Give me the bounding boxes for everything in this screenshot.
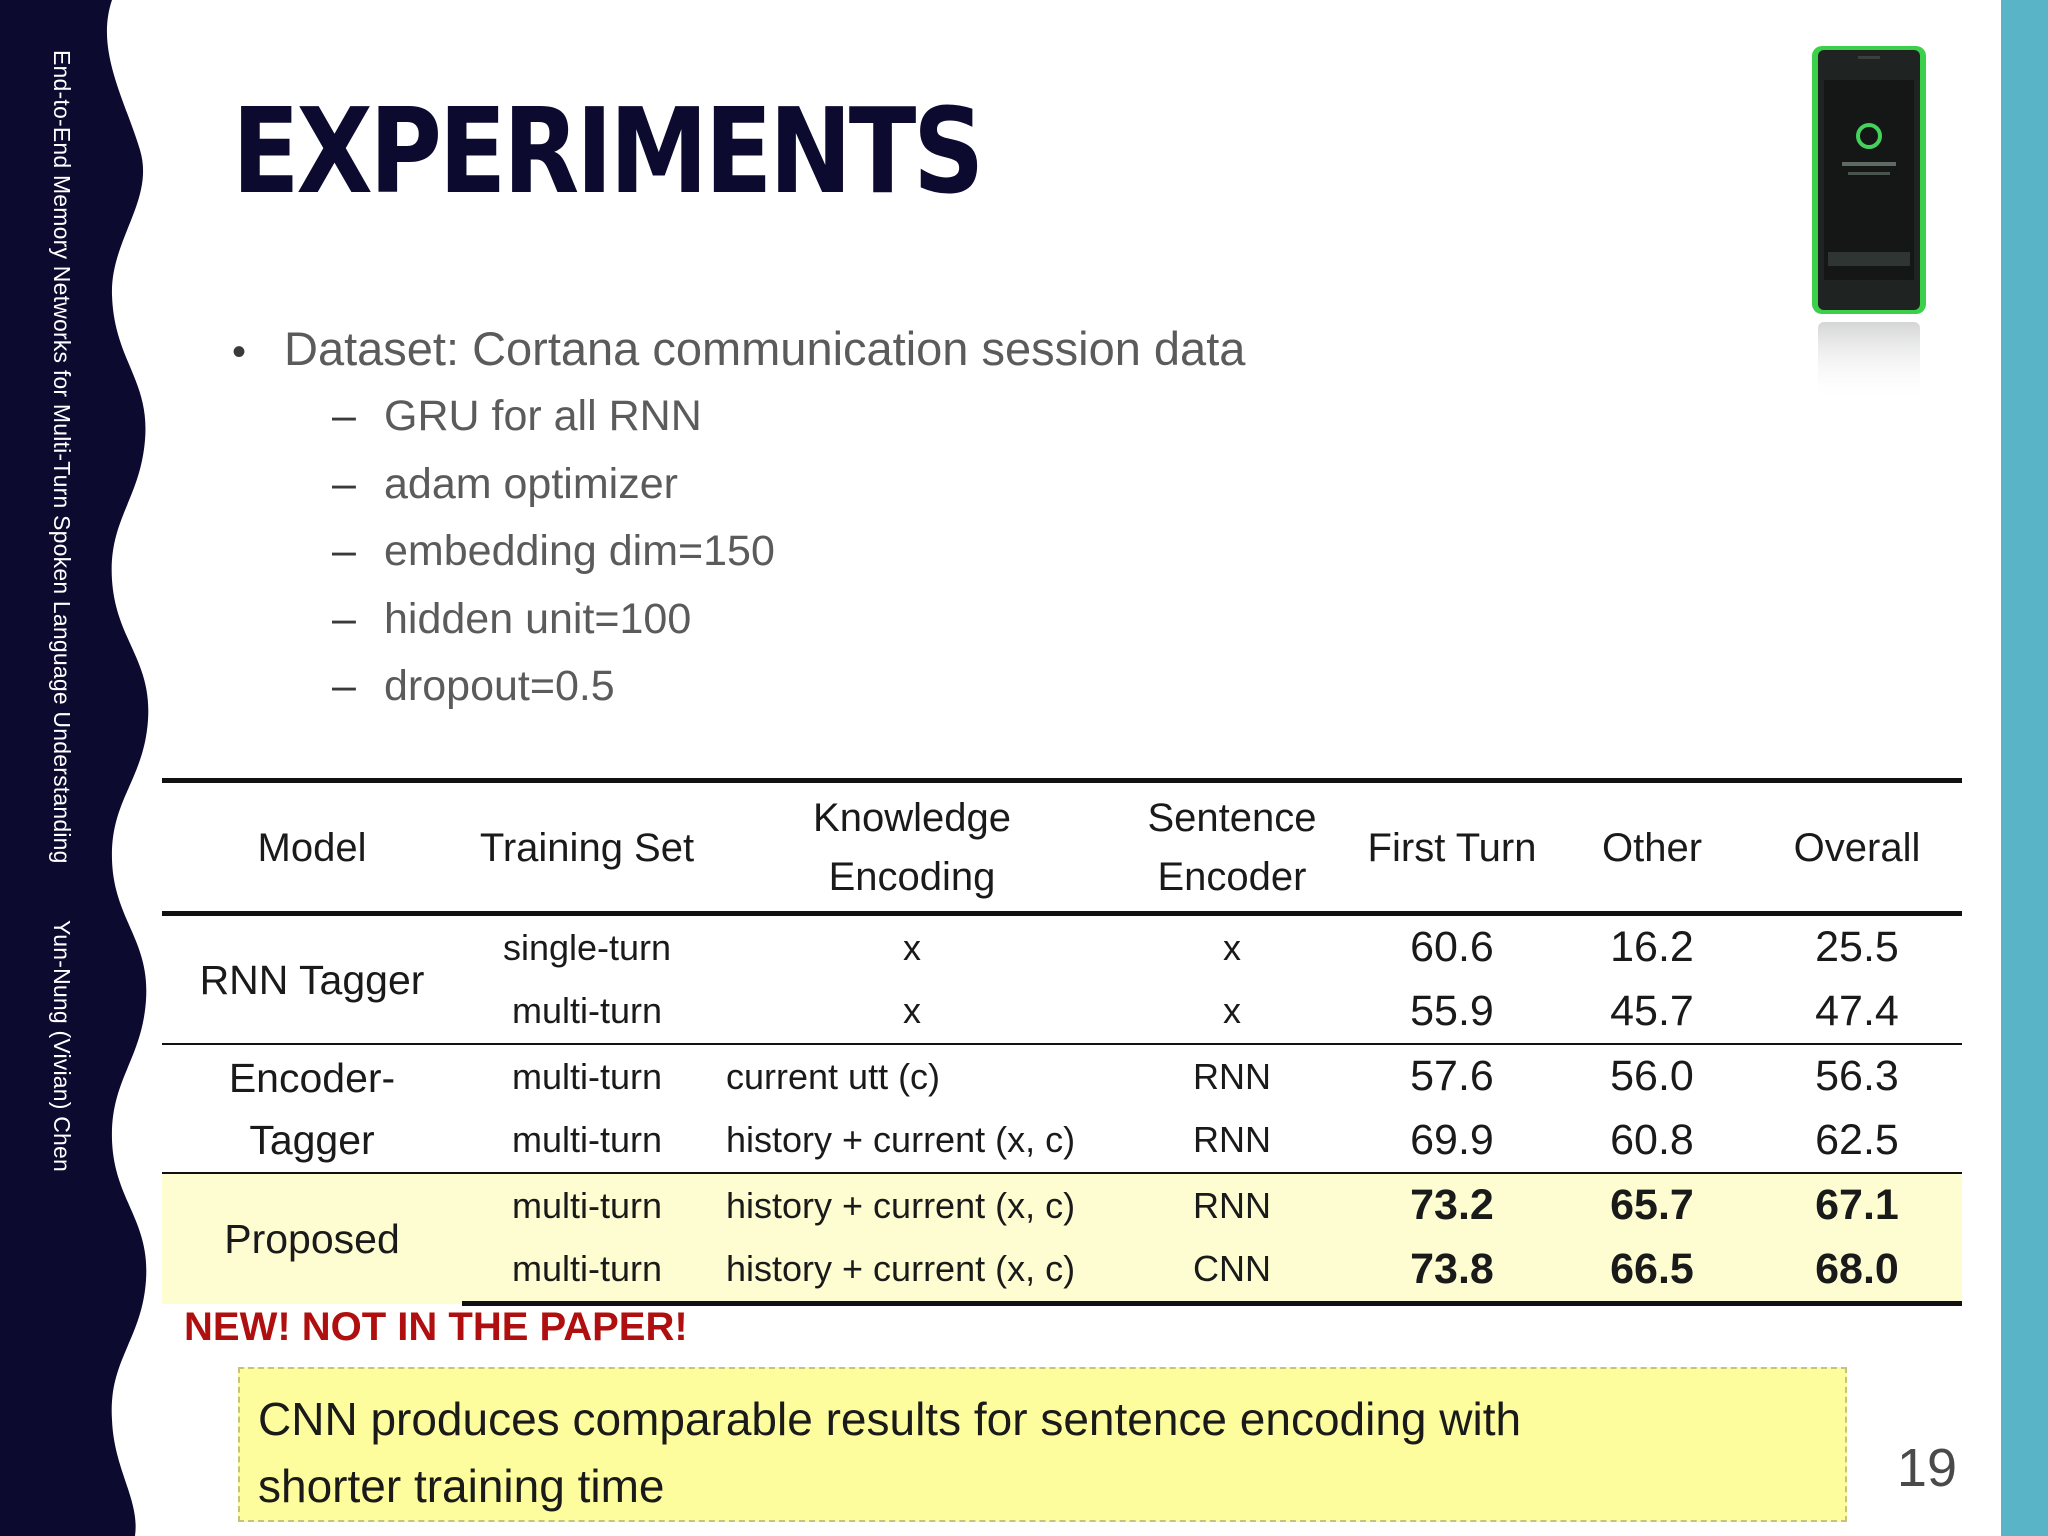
header-training-set: Training Set	[479, 825, 695, 870]
setting-text: hidden unit=100	[384, 594, 692, 643]
new-not-in-paper-note: NEW! NOT IN THE PAPER!	[184, 1305, 688, 1349]
first-turn-cell: 73.8	[1352, 1238, 1552, 1304]
sidebar-subtitle: End-to-End Memory Networks for Multi-Turn Spoken Language Understanding	[49, 50, 75, 864]
model-cell: RNN Tagger	[199, 956, 425, 1003]
page-title: EXPERIMENTS	[232, 82, 982, 220]
training-cell: single-turn	[502, 926, 672, 968]
knowledge-cell: history + current (x, c)	[726, 1119, 1076, 1161]
overall-cell: 62.5	[1815, 1115, 1899, 1164]
training-cell: multi-turn	[462, 1173, 712, 1238]
knowledge-cell: history + current (x, c)	[712, 1173, 1112, 1238]
callout-line: shorter training time	[258, 1460, 665, 1512]
overall-cell: 68.0	[1752, 1238, 1962, 1304]
encoder-cell: x	[1223, 990, 1241, 1032]
sub-bullet-item	[332, 586, 1245, 654]
overall-cell: 25.5	[1815, 923, 1899, 972]
header-overall: Overall	[1793, 825, 1921, 870]
setting-text: adam optimizer	[384, 459, 678, 508]
overall-cell: 67.1	[1752, 1173, 1962, 1238]
phone-image	[1810, 44, 1928, 404]
header-other: Other	[1601, 825, 1703, 870]
dash-icon: –	[332, 392, 356, 440]
encoder-cell: CNN	[1112, 1238, 1352, 1304]
bullet-list	[232, 318, 1245, 721]
sub-bullet-item	[332, 518, 1245, 586]
first-turn-cell: 69.9	[1410, 1115, 1494, 1164]
header-first-turn: First Turn	[1367, 825, 1537, 870]
encoder-cell: RNN	[1112, 1173, 1352, 1238]
results-table	[162, 778, 1962, 1306]
knowledge-cell: x	[903, 926, 921, 968]
knowledge-cell: current utt (c)	[712, 1044, 1112, 1109]
knowledge-cell: history + current (x, c)	[712, 1238, 1112, 1304]
other-cell: 66.5	[1552, 1238, 1752, 1304]
dash-icon: –	[332, 459, 356, 508]
other-cell: 45.7	[1610, 986, 1694, 1035]
table-row	[162, 914, 1962, 980]
table-header-row	[162, 781, 1962, 914]
encoder-cell: RNN	[1193, 1119, 1271, 1161]
callout-line: CNN produces comparable results for sentence encoding with	[258, 1393, 1522, 1445]
other-cell: 60.8	[1610, 1115, 1694, 1164]
knowledge-cell: x	[903, 990, 921, 1032]
setting-text: GRU for all RNN	[384, 392, 702, 440]
training-cell: multi-turn	[462, 1044, 712, 1109]
other-cell: 56.0	[1552, 1044, 1752, 1109]
page-number: 19	[1896, 1438, 1957, 1498]
model-cell: Proposed	[162, 1173, 462, 1304]
training-cell: multi-turn	[511, 1119, 663, 1161]
setting-text: dropout=0.5	[384, 662, 615, 710]
first-turn-cell: 55.9	[1410, 986, 1494, 1035]
training-cell: multi-turn	[462, 1238, 712, 1304]
other-cell: 16.2	[1610, 923, 1694, 972]
header-knowledge-encoding: Knowledge Encoding	[813, 796, 1011, 899]
dash-icon: –	[332, 662, 356, 710]
bullet-item	[232, 318, 1245, 383]
other-cell: 65.7	[1552, 1173, 1752, 1238]
bullet-dot-icon: •	[232, 330, 247, 374]
callout-box	[238, 1367, 1847, 1522]
table-row	[162, 1044, 1962, 1109]
sidebar-text	[48, 50, 75, 1172]
sub-bullet-item	[332, 383, 1245, 451]
sidebar-author: Yun-Nung (Vivian) Chen	[49, 920, 75, 1173]
sub-bullet-item	[332, 653, 1245, 721]
right-accent-bar	[2001, 0, 2048, 1536]
overall-cell: 47.4	[1815, 986, 1899, 1035]
encoder-cell: RNN	[1112, 1044, 1352, 1109]
model-cell: Encoder- Tagger	[162, 1044, 462, 1173]
table-row-highlight	[162, 1173, 1962, 1238]
first-turn-cell: 57.6	[1352, 1044, 1552, 1109]
header-model: Model	[257, 825, 367, 870]
first-turn-cell: 60.6	[1410, 923, 1494, 972]
left-wave-band	[0, 0, 180, 1536]
encoder-cell: x	[1223, 926, 1241, 968]
sub-bullet-item	[332, 451, 1245, 519]
training-cell: multi-turn	[511, 990, 663, 1032]
dataset-text: Dataset: Cortana communication session data	[284, 322, 1246, 375]
dash-icon: –	[332, 594, 356, 643]
first-turn-cell: 73.2	[1352, 1173, 1552, 1238]
header-sentence-encoder: Sentence Encoder	[1147, 796, 1317, 899]
dash-icon: –	[332, 527, 356, 575]
setting-text: embedding dim=150	[384, 527, 775, 575]
overall-cell: 56.3	[1752, 1044, 1962, 1109]
